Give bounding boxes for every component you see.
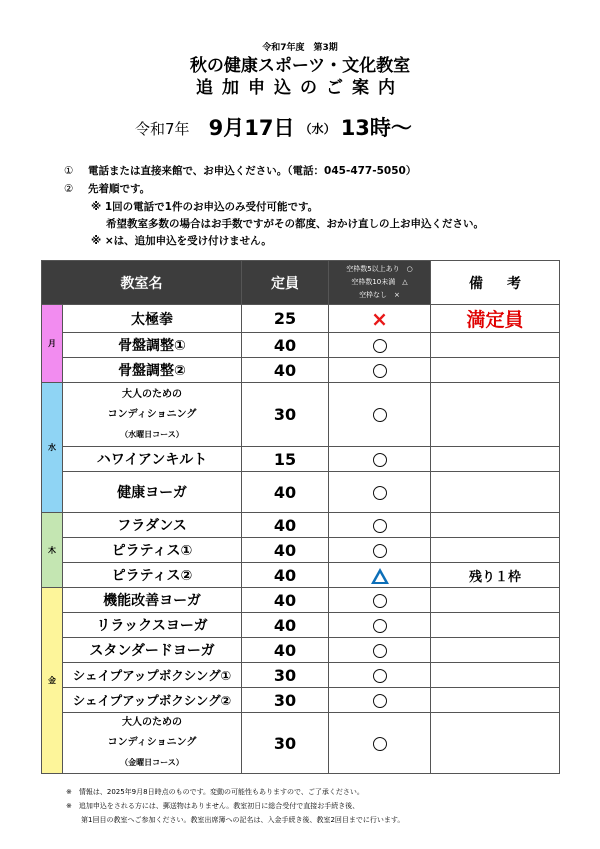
vacancy-circle	[329, 588, 431, 613]
header-subtitle: 追加申込のご案内	[196, 78, 404, 98]
class-name: ハワイアンキルト	[63, 447, 242, 472]
capacity: 40	[242, 563, 329, 588]
class-name-line: コンディショニング	[107, 737, 197, 748]
note-x-mark: ※ ×は、追加申込を受け付けません。	[91, 235, 272, 247]
header-vacancy-line: 空枠数5以上あり ○	[346, 265, 413, 273]
remark: 残り１枠	[431, 563, 560, 588]
class-name-line: 大人のための	[122, 388, 182, 400]
remark	[431, 538, 560, 563]
vacancy-circle	[329, 333, 431, 358]
vacancy-mark: ×	[371, 306, 388, 331]
capacity: 40	[242, 472, 329, 513]
circle-icon	[373, 453, 387, 467]
note-first-come	[64, 181, 150, 196]
day-friday: 金	[42, 588, 63, 774]
header-vacancy-line: 空枠数10未満 △	[351, 278, 408, 286]
remark	[431, 588, 560, 613]
circle-icon	[373, 364, 387, 378]
class-name-line: コンディショニング	[107, 408, 197, 420]
vacancy-circle	[329, 358, 431, 383]
class-name: 骨盤調整①	[63, 333, 242, 358]
remark: 満定員	[431, 305, 560, 333]
table-row	[42, 333, 560, 358]
circle-icon	[373, 737, 387, 751]
capacity: 25	[242, 305, 329, 333]
table-row	[42, 613, 560, 638]
class-name-course: （水曜日コース）	[120, 429, 184, 439]
capacity: 40	[242, 358, 329, 383]
remark	[431, 333, 560, 358]
header-period: 令和7年度 第3期	[262, 43, 338, 53]
circle-icon	[373, 339, 387, 353]
table-row	[42, 563, 560, 588]
note-num: ②	[64, 183, 74, 195]
class-name: シェイプアップボクシング①	[63, 663, 242, 688]
footnote-no-mail: ※ 追加申込をされる方には、郵送物はありません。教室初日に総合受付で直接お手続き後、	[66, 802, 360, 810]
capacity: 30	[242, 713, 329, 774]
table-row	[42, 358, 560, 383]
circle-icon	[373, 594, 387, 608]
remark	[431, 713, 560, 774]
triangle-icon	[371, 568, 389, 584]
table-row	[42, 638, 560, 663]
circle-icon	[373, 669, 387, 683]
table-row	[42, 383, 560, 447]
header-capacity: 定員	[242, 261, 329, 305]
class-name-line: 大人のための	[122, 717, 182, 728]
vacancy-triangle	[329, 563, 431, 588]
vacancy-circle	[329, 538, 431, 563]
note-one-per-call: ※ 1回の電話で1件のお申込のみ受付可能です。	[91, 201, 319, 213]
circle-icon	[373, 408, 387, 422]
capacity: 40	[242, 588, 329, 613]
class-name: 健康ヨーガ	[63, 472, 242, 513]
footnote-info-date: ※ 情報は、2025年9月8日時点のものです。変動の可能性もありますので、ご了承ください。	[66, 788, 364, 796]
vacancy-circle	[329, 613, 431, 638]
remark	[431, 447, 560, 472]
date-day: 9月17日	[208, 116, 295, 140]
class-name	[63, 713, 242, 774]
vacancy-x	[329, 305, 431, 333]
capacity: 15	[242, 447, 329, 472]
footnote-attendance: 第1回目の教室へご参加ください。教室出席簿への記名は、入金手続き後、教室2回目までに行います。	[81, 816, 405, 824]
circle-icon	[373, 694, 387, 708]
circle-icon	[373, 519, 387, 533]
table-row	[42, 472, 560, 513]
date-weekday: （水）	[299, 122, 336, 136]
vacancy-circle	[329, 447, 431, 472]
header-remark: 備考	[431, 261, 560, 305]
table-row	[42, 447, 560, 472]
day-thursday: 木	[42, 513, 63, 588]
class-name: ピラティス①	[63, 538, 242, 563]
capacity: 40	[242, 333, 329, 358]
remark	[431, 383, 560, 447]
capacity: 40	[242, 513, 329, 538]
capacity: 40	[242, 638, 329, 663]
table-row	[42, 513, 560, 538]
capacity: 30	[242, 688, 329, 713]
note-multiple: 希望教室多数の場合はお手数ですがその都度、おかけ直しの上お申込ください。	[106, 218, 484, 230]
day-wednesday: 水	[42, 383, 63, 513]
capacity: 30	[242, 663, 329, 688]
vacancy-circle	[329, 713, 431, 774]
table-row	[42, 305, 560, 333]
note-phone	[64, 163, 416, 178]
remark	[431, 358, 560, 383]
vacancy-circle	[329, 513, 431, 538]
class-table	[41, 260, 560, 774]
date-era: 令和7年	[135, 120, 190, 138]
capacity: 30	[242, 383, 329, 447]
header-title: 秋の健康スポーツ・文化教室	[189, 56, 411, 76]
remark	[431, 688, 560, 713]
remark	[431, 513, 560, 538]
class-name: シェイプアップボクシング②	[63, 688, 242, 713]
header-class: 教室名	[42, 261, 242, 305]
class-name: ピラティス②	[63, 563, 242, 588]
capacity: 40	[242, 538, 329, 563]
table-row	[42, 688, 560, 713]
circle-icon	[373, 544, 387, 558]
vacancy-circle	[329, 638, 431, 663]
class-name: 骨盤調整②	[63, 358, 242, 383]
date-time: 13時～	[340, 116, 412, 140]
header-vacancy	[329, 261, 431, 305]
remark	[431, 613, 560, 638]
class-name: 機能改善ヨーガ	[63, 588, 242, 613]
class-name	[63, 383, 242, 447]
circle-icon	[373, 486, 387, 500]
remark	[431, 638, 560, 663]
class-name: 太極拳	[63, 305, 242, 333]
class-name: リラックスヨーガ	[63, 613, 242, 638]
table-row	[42, 663, 560, 688]
remark	[431, 472, 560, 513]
class-name-course: （金曜日コース）	[120, 758, 184, 767]
circle-icon	[373, 619, 387, 633]
date-line	[135, 112, 412, 142]
note-text: 電話または直接来館で、お申込ください。（電話：045-477-5050）	[88, 165, 417, 177]
table-row	[42, 588, 560, 613]
table-row	[42, 538, 560, 563]
class-name: フラダンス	[63, 513, 242, 538]
table-row	[42, 713, 560, 774]
vacancy-circle	[329, 663, 431, 688]
capacity: 40	[242, 613, 329, 638]
table-header-row	[42, 261, 560, 305]
note-num: ①	[64, 165, 74, 177]
vacancy-circle	[329, 383, 431, 447]
remark	[431, 663, 560, 688]
vacancy-circle	[329, 688, 431, 713]
class-name: スタンダードヨーガ	[63, 638, 242, 663]
header-vacancy-line: 空枠なし ×	[359, 291, 400, 299]
circle-icon	[373, 644, 387, 658]
vacancy-circle	[329, 472, 431, 513]
day-monday: 月	[42, 305, 63, 383]
note-text: 先着順です。	[88, 183, 151, 195]
